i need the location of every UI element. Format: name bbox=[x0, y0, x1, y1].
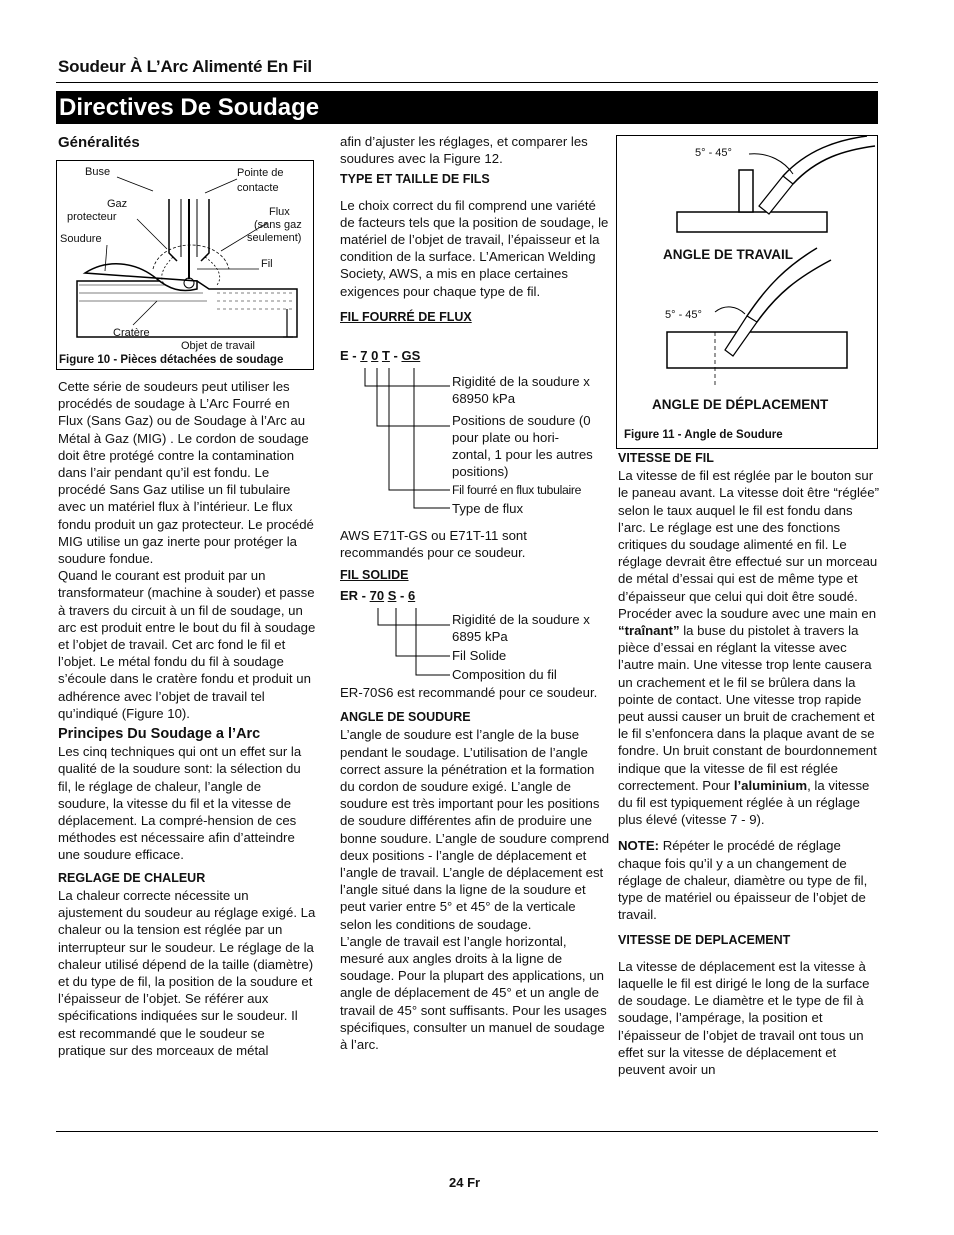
para-courant: Quand le courant est produit par un transformateur (machine à souder) et passe à travers du circuit à un fil de soudage, un arc est produit entre le bout du fil à soudage et l’objet de travail. Cet arc fond le fil et l’objet. Le métal fondu du fil à soudage s’écoule dans le cratère fondu et produit un adhérence avec l’objet de travail tel qu’indiqué (Figure 10). bbox=[58, 568, 316, 721]
code-diagram-flux bbox=[340, 348, 610, 520]
code2-label-fil-solide: Fil Solide bbox=[452, 648, 507, 663]
para-angle-travail: L’angle de travail est l’angle horizontal, mesuré aux angles droits à la ligne de soudage. Pour la plupart des applications, un angle de déplacement de 45° et un angle de travail de 45° sont suffisants. Pour les usages spécifiques, consulter un manuel de soudage à l’arc. bbox=[340, 933, 607, 1053]
code1-label-positions-2: pour plate ou hori- bbox=[452, 430, 560, 445]
page-banner: Directives De Soudage bbox=[56, 91, 878, 124]
code2-dash1: - bbox=[358, 588, 370, 603]
para-angle-soudure: L’angle de soudure est l’angle de la buse pendant le soudage. L’utilisation de l’angle correct assure la pénétration et la formation du cordon de soudure exigé. L’angle de soudure est très important pour les positions de soudure différentes afin de produire une bonne soudure. L’angle de soudure comprend deux positions - l’angle de déplacement et l’angle de travail. L’angle de déplacement est l’angle situé dans la ligne de la soudure et peut varier entre 5° et 45° de la verticale selon les conditions de soudage. bbox=[340, 727, 610, 932]
code1-e: E bbox=[340, 348, 349, 363]
para-note bbox=[618, 837, 880, 923]
label-angle-travail: ANGLE DE TRAVAIL bbox=[663, 247, 793, 262]
code1-7: 7 bbox=[360, 348, 368, 363]
label-travel-angle-range: 5° - 45° bbox=[665, 309, 702, 321]
note-text: Répéter le procédé de réglage chaque fois qu’il y a un changement de réglage de chaleur, diamètre ou type de fil, type de matériel ou épaisseur de l’objet de travail. bbox=[618, 838, 868, 923]
manual-section-title: Soudeur À L’Arc Alimenté En Fil bbox=[58, 57, 312, 76]
label-pointe: Pointe de bbox=[237, 167, 284, 179]
heading-generalites: Généralités bbox=[58, 134, 140, 151]
para-techniques: Les cinq techniques qui ont un effet sur la qualité de la soudure sont: la sélection du fil, le réglage de chaleur, l’angle de soudure, la vitesse du fil et la vitesse de déplacement. La compré-hension de ces méthodes est nécessaire afin d’atteindre une soudure efficace. bbox=[58, 744, 302, 863]
code1-label-positions-3: zontal, 1 pour les autres bbox=[452, 447, 593, 462]
label-soudure: Soudure bbox=[60, 233, 102, 245]
vitesse-fil-trainant: “traînant” bbox=[618, 623, 680, 639]
label-cratere: Cratère bbox=[113, 327, 150, 339]
figure-10-caption: Figure 10 - Pièces détachées de soudage bbox=[59, 354, 284, 366]
footer-rule bbox=[56, 1131, 878, 1132]
code1-label-rigidite-kpa: 68950 kPa bbox=[452, 391, 516, 406]
figure-11-caption: Figure 11 - Angle de Soudure bbox=[624, 429, 783, 441]
para-vitesse-fil bbox=[618, 467, 880, 828]
code1-0: 0 bbox=[371, 348, 379, 363]
para-er70s6: ER-70S6 est recommandé pour ce soudeur. bbox=[340, 685, 598, 700]
figure-10 bbox=[56, 160, 314, 370]
heading-vitesse-fil: VITESSE DE FIL bbox=[618, 451, 714, 465]
code-diagram-solide bbox=[340, 588, 610, 684]
code1-label-rigidite: Rigidité de la soudure x bbox=[452, 374, 590, 389]
code2-label-composition: Composition du fil bbox=[452, 667, 557, 682]
para-vitesse-deplacement: La vitesse de déplacement est la vitesse à laquelle le fil est dirigé le long de la surface de soudage. Le diamètre et le type de fil à soudage, l’ampérage, la position et l’épaisseur de l’objet de travail ont tous un effet sur la vitesse de déplacement et peuvent avoir un bbox=[618, 958, 870, 1077]
label-angle-deplacement: ANGLE DE DÉPLACEMENT bbox=[652, 397, 829, 412]
code1-label-positions-4: positions) bbox=[452, 464, 509, 479]
label-objet: Objet de travail bbox=[181, 340, 255, 352]
vitesse-fil-text-3: , la vitesse du fil est typiquement réglée à un réglage plus élevé (vitesse 7 - 9). bbox=[618, 777, 870, 828]
label-protecteur: protecteur bbox=[67, 211, 117, 223]
code1-dash1: - bbox=[348, 348, 361, 363]
code2-label-rigidite: Rigidité de la soudure x bbox=[452, 612, 590, 627]
code2-6: 6 bbox=[407, 588, 416, 603]
para-ajuster: afin d’ajuster les réglages, et comparer les soudures avec la Figure 12. bbox=[340, 134, 588, 167]
heading-vitesse-deplacement: VITESSE DE DEPLACEMENT bbox=[618, 933, 791, 948]
label-fil: Fil bbox=[261, 258, 273, 270]
para-intro: Cette série de soudeurs peut utiliser les procédés de soudage à L’Arc Fourré en Flux (Sans Gaz) ou de Soudage à l’Arc au Métal à Gaz (MIG) . Le cordon de soudage doit être protégé contre la contamination dans l’air pendant qu’il est fondu. Le procédé Sans Gaz utilise un fil tubulaire avec un matériel flux à l’intérieur. Le flux fondu produit un gaz protecteur. Le procédé MIG utilise un gaz inerte pour protéger la soudure fondue. bbox=[58, 379, 314, 567]
page-number: 24 Fr bbox=[449, 1175, 481, 1190]
label-flux: Flux bbox=[269, 206, 290, 218]
code2-70: 70 bbox=[369, 588, 385, 603]
code1-dash2: - bbox=[389, 348, 402, 363]
vitesse-fil-aluminium: l’aluminium bbox=[733, 777, 808, 793]
code1-label-type-flux: Type de flux bbox=[452, 501, 524, 516]
note-label: NOTE: bbox=[618, 838, 660, 854]
figure-11 bbox=[616, 135, 878, 449]
heading-type-fils: TYPE ET TAILLE DE FILS bbox=[340, 172, 490, 187]
label-seulement: seulement) bbox=[247, 232, 302, 244]
label-buse: Buse bbox=[85, 166, 111, 178]
heading-principes: Principes Du Soudage a l’Arc bbox=[58, 726, 261, 743]
header-rule bbox=[56, 82, 878, 83]
heading-reglage: REGLAGE DE CHALEUR bbox=[58, 870, 206, 885]
heading-fil-fourre: FIL FOURRÉ DE FLUX bbox=[340, 309, 472, 324]
heading-fil-solide: FIL SOLIDE bbox=[340, 568, 409, 583]
vitesse-fil-text-1: La vitesse de fil est réglée par le bouton sur le paneau avant. La vitesse doit être “réglée” selon le taux auquel le fil est fondu dans l’arc. Le réglage est une des fonctions critiques du soudage alimenté en fil. Le réglage devrait être effectué sur un morceau de métal d’essai qui est de même type et d’épaisseur que celui qui doit être soudé. Procéder avec la soudure avec une main en bbox=[618, 468, 879, 621]
code2-label-rigidite-kpa: 6895 kPa bbox=[452, 629, 508, 644]
para-chaleur: La chaleur correcte nécessite un ajustement du soudeur au réglage exigé. La chaleur ou la tension est réglée par un interrupteur sur le soudeur. Le réglage de la chaleur utilisé dépend de la taille (diamètre) et du type de fil, la position de la soudure et l’épaisseur de l’objet. Se référer aux spécifications indiquées sur le soudeur. Il est recommandé que le soudeur se pratique sur des morceaux de métal bbox=[58, 887, 316, 1058]
label-work-angle-range: 5° - 45° bbox=[695, 147, 732, 159]
code2-dash2: - bbox=[396, 588, 408, 603]
para-aws: AWS E71T-GS ou E71T-11 sont recommandés pour ce soudeur. bbox=[340, 528, 527, 561]
label-sans-gaz: (sans gaz bbox=[254, 219, 302, 231]
code1-label-positions: Positions de soudure (0 bbox=[452, 413, 591, 428]
para-choix-fil: Le choix correct du fil comprend une variété de facteurs tels que la position de soudage, le matériel de l’objet de travail, l’épaisseur et la condition de la surface. L’American Welding Society, AWS, a mis en place certaines exigences pour chaque type de fil. bbox=[340, 197, 609, 299]
code1-gs: GS bbox=[401, 348, 421, 363]
code2-er: ER bbox=[340, 588, 359, 603]
code2-s: S bbox=[387, 588, 397, 603]
vitesse-fil-text-2: la buse du pistolet à travers la pièce d’essai en réglant la vitesse avec l’autre main. Une vitesse trop lente causera un crachement et le fil se brûlera dans la pointe de contact. Une vitesse trop rapide peut aussi causer un bruit de crachement et le fil s’enfoncera dans la plaque avant de se fondre. Un bruit constant de bourdonnement indique que la vitesse de fil est réglée correctement. Pour bbox=[618, 623, 877, 793]
label-contacte: contacte bbox=[237, 182, 279, 194]
heading-angle: ANGLE DE SOUDURE bbox=[340, 710, 471, 725]
code1-t: T bbox=[381, 348, 390, 363]
code1-label-tubulaire: Fil fourré en flux tubulaire bbox=[452, 483, 582, 497]
label-gaz: Gaz bbox=[107, 198, 128, 210]
